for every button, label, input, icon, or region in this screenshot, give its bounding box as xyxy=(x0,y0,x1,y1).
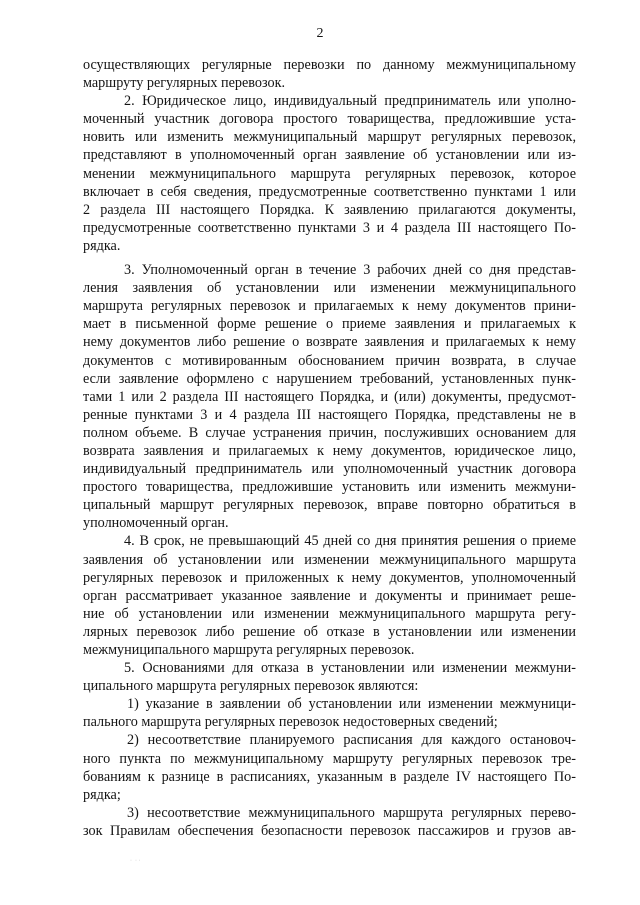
text-line: пального маршрута регулярных перевозок недостоверных сведений; xyxy=(83,714,498,731)
text-line: представляют в уполномоченный орган заявление об установлении или из- xyxy=(83,147,576,164)
text-line: лярных перевозок либо решение об отказе в установлении или изменении xyxy=(83,623,576,640)
text-line: маршруту регулярных перевозок. xyxy=(83,75,286,92)
text-line: тами 1 или 2 раздела III настоящего Порядка, и (или) документы, предусмот- xyxy=(83,388,576,405)
list-item-1 xyxy=(83,695,576,731)
text-line: предусмотренные соответственно пунктами 3 и 4 раздела III настоящего По- xyxy=(83,219,576,236)
text-line: рядка. xyxy=(83,237,121,254)
text-line: документов с мотивированным обоснованием причин возврата, в случае xyxy=(83,352,576,369)
text-line: мает в письменной форме решение о приеме заявления и прилагаемых к xyxy=(83,316,576,333)
document-body xyxy=(83,56,576,840)
paragraph-continuation xyxy=(83,56,576,92)
text-line: маршрута регулярных перевозок и прилагаемых к нему документов прини- xyxy=(83,298,576,315)
text-line: орган рассматривает указанное заявление и документы и принимает реше- xyxy=(83,587,576,604)
text-line: ного пункта по межмуниципальному маршруту регулярных перевозок тре- xyxy=(83,750,576,767)
text-line: включает в себя сведения, предусмотренные соответственно пунктами 1 или xyxy=(83,183,576,200)
text-line: уполномоченный орган. xyxy=(83,515,229,532)
text-line: ние об установлении или изменении межмуниципального маршрута регу- xyxy=(83,605,576,622)
paragraph-5 xyxy=(83,659,576,695)
list-item-2 xyxy=(83,731,576,803)
text-line: 3) несоответствие межмуниципального маршрута регулярных перево- xyxy=(127,804,576,821)
paragraph-3 xyxy=(83,261,576,532)
text-line: 3. Уполномоченный орган в течение 3 рабочих дней со дня представ- xyxy=(124,262,576,279)
scan-specks: · · · xyxy=(130,858,141,864)
text-line: регулярных перевозок и приложенных к нему документов, уполномоченный xyxy=(83,569,576,586)
text-line: 2. Юридическое лицо, индивидуальный предприниматель или уполно- xyxy=(124,93,576,110)
text-line: ципального маршрута регулярных перевозок являются: xyxy=(83,678,419,695)
text-line: нему документов либо решение о возврате заявления и прилагаемых к нему xyxy=(83,334,576,351)
text-line: индивидуальный предприниматель или уполномоченный участник договора xyxy=(83,461,576,478)
text-line: менении межмуниципального маршрута регулярных перевозок, которое xyxy=(83,165,576,182)
paragraph-4 xyxy=(83,532,576,659)
text-line: бованиям к разнице в расписаниях, указанным в разделе IV настоящего По- xyxy=(83,768,576,785)
text-line: простого товарищества, предложившие установить или изменить межмуни- xyxy=(83,479,576,496)
text-line: моченный участник договора простого товарищества, предложившие уста- xyxy=(83,111,576,128)
text-line: осуществляющих регулярные перевозки по данному межмуниципальному xyxy=(83,57,576,73)
text-line: если заявление оформлено с нарушением требований, установленных пунк- xyxy=(83,370,576,387)
text-line: 1) указание в заявлении об установлении или изменении межмуници- xyxy=(127,696,576,713)
list-item-3 xyxy=(83,804,576,840)
text-line: ренные пунктами 3 и 4 раздела III настоящего Порядка, представлены не в xyxy=(83,406,576,423)
text-line: новить или изменить межмуниципальный маршрут регулярных перевозок, xyxy=(83,129,576,146)
text-line: 2 раздела III настоящего Порядка. К заявлению прилагаются документы, xyxy=(83,201,576,218)
text-line: возврата заявления и прилагаемых к нему документов, юридическое лицо, xyxy=(83,442,576,459)
text-line: зок Правилам обеспечения безопасности перевозок пассажиров и грузов ав- xyxy=(83,822,576,839)
text-line: 4. В срок, не превышающий 45 дней со дня принятия решения о приеме xyxy=(124,533,576,550)
paragraph-2 xyxy=(83,92,576,255)
text-line: межмуниципального маршрута регулярных перевозок. xyxy=(83,642,415,658)
text-line: полном объеме. В случае устранения причин, послуживших основанием для xyxy=(83,424,576,441)
text-line: 5. Основаниями для отказа в установлении или изменении межмуни- xyxy=(124,660,576,677)
text-line: ления заявления об установлении или изменении межмуниципального xyxy=(83,280,576,297)
text-line: 2) несоответствие планируемого расписания для каждого остановоч- xyxy=(127,732,576,749)
text-line: заявления об установлении или изменении межмуниципального маршрута xyxy=(83,551,576,568)
text-line: ципальный маршрут регулярных перевозок, вправе повторно обратиться в xyxy=(83,497,576,514)
page-number: 2 xyxy=(316,26,324,41)
text-line: рядка; xyxy=(83,786,121,803)
